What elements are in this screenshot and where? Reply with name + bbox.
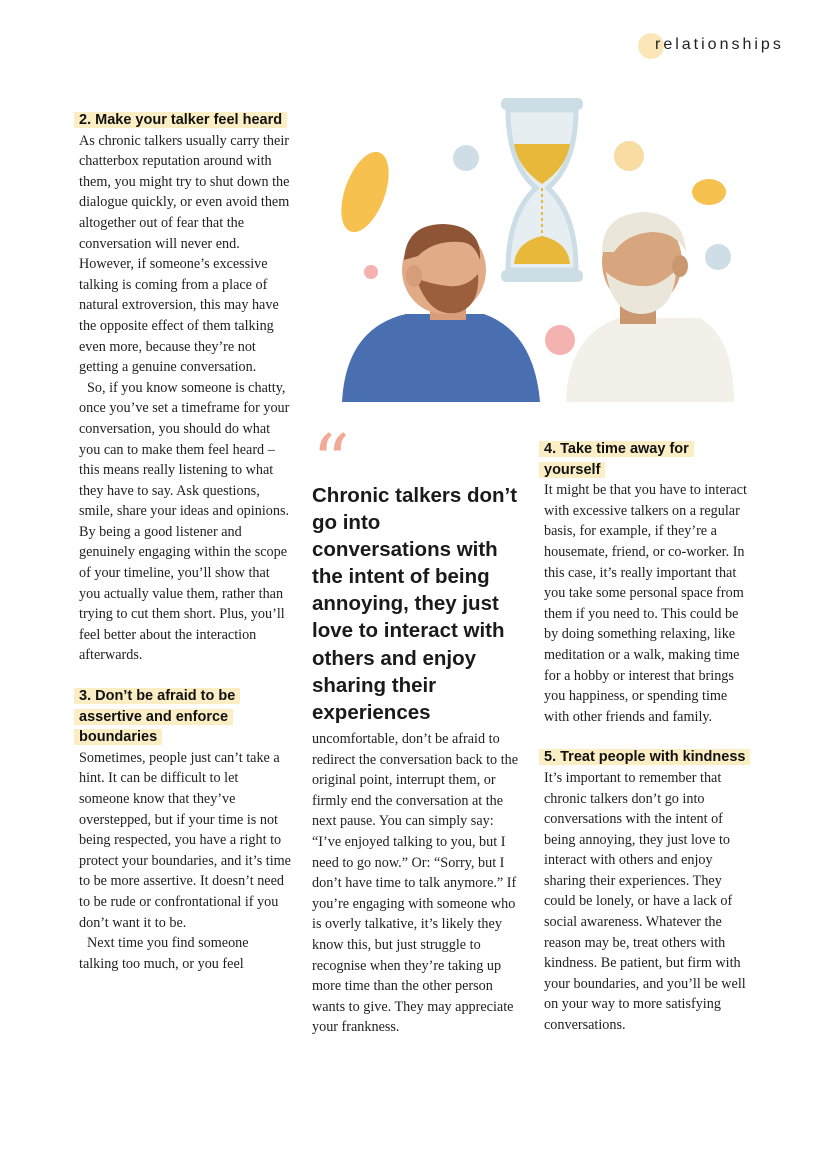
heading-3-text: 3. Don’t be afraid to be assertive and enforce boundaries <box>74 688 240 745</box>
column-middle <box>312 729 520 1038</box>
hourglass-icon <box>501 98 583 282</box>
section-label: relationships <box>655 36 784 53</box>
section-tag <box>638 33 798 61</box>
column-left <box>79 110 291 974</box>
column-right <box>544 439 751 1036</box>
paragraph-kindness: It’s important to remember that chronic talkers don’t go into conversations with the intent of being annoying, they just love to interact with others and enjoy sharing their experiences. They could be lonely, or have a lack of social awareness. Whatever the reason may be, treat others with kindness. Be patient, but firm with your boundaries, and you’ll be well on your way to more satisfying conversations. <box>544 769 746 1034</box>
heading-enforce-boundaries <box>79 686 291 748</box>
heading-treat-with-kindness <box>544 747 751 768</box>
pull-quote-text: Chronic talkers don’t go into conversations with the intent of being annoying, they just love to interact with others and enjoy sharing their experiences <box>312 484 518 724</box>
paragraph-redirect-conversation: uncomfortable, don’t be afraid to redirect the conversation back to the original point, interrupt them, or firmly end the conversation at the next pause. You can simply say: “I’ve enjoyed talking to you, but I need to go now.” Or: “Sorry, but I don’t have time to talk anymore.” If you’re engaging with someone who is overly talkative, it’s likely they know this, but just struggle to recognise when they’re taking up more time than the other person wants to give. They may appreciate your frankness. <box>312 731 519 1036</box>
heading-4-text: 4. Take time away for yourself <box>539 441 694 478</box>
paragraph-next-time: Next time you find someone talking too much, or you feel <box>79 935 249 972</box>
conversation-illustration <box>330 92 750 402</box>
older-man-icon <box>566 212 734 402</box>
quote-mark-icon: “ <box>312 419 350 505</box>
heading-take-time-away <box>544 439 751 480</box>
pull-quote <box>312 419 520 726</box>
paragraph-chatterbox-reputation: As chronic talkers usually carry their chatterbox reputation around with them, you might try to shut down the dialogue quickly, or even avoid them altogether out of fear that the conversation will never end. However, if someone’s excessive talking is coming from a place of natural extroversion, this may have the opposite effect of them talking even more, because they’re not getting a genuine conversation. <box>79 132 290 376</box>
paragraph-cant-take-a-hint: Sometimes, people just can’t take a hint. It can be difficult to let someone know that they’ve overstepped, but if your time is not being respected, you have a right to protect your boundaries, and it’s time to be more assertive. It doesn’t need to be rude or confrontational if you don’t want it to be. <box>79 749 291 931</box>
heading-2-text: 2. Make your talker feel heard <box>74 112 287 128</box>
heading-5-text: 5. Treat people with kindness <box>539 749 750 765</box>
paragraph-make-them-feel-heard: So, if you know someone is chatty, once you’ve set a timeframe for your conversation, you should do what you can to make them feel heard – this means really listening to what they have to say. Ask questions, smile, share your ideas and opinions. By being a good listener and genuinely engaging within the scope of your timeline, you’ll show that you actually value them, rather than trying to cut them short. Plus, you’ll feel better about the interaction afterwards. <box>79 379 290 664</box>
heading-make-talker-feel-heard <box>79 110 291 131</box>
paragraph-personal-space: It might be that you have to interact with excessive talkers on a regular basis, for example, if they’re a housemate, friend, or co-worker. In this case, it’s really important that you take some personal space from them if you need to. This could be by doing something relaxing, like meditation or a walk, making time for a hobby or interest that brings you happiness, or spending time with other friends and family. <box>544 482 747 725</box>
